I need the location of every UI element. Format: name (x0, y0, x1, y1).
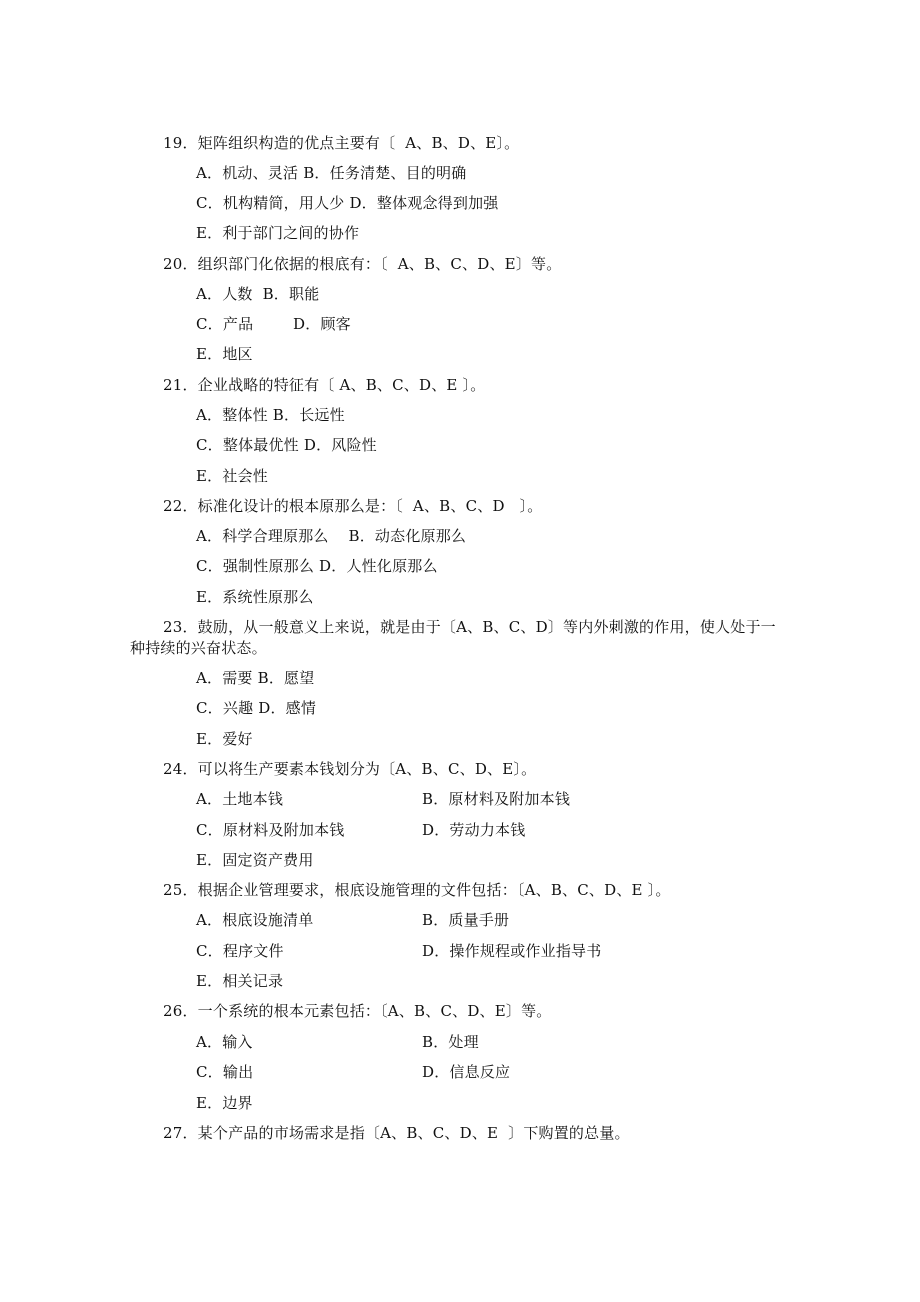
question-24-option-b: B．原材料及附加本钱 (422, 790, 571, 808)
question-25-option-e: E．相关记录 (196, 972, 284, 990)
question-22-option-ab: A．科学合理原那么 B．动态化原那么 (196, 527, 467, 545)
question-23-option-cd: C．兴趣 D．感情 (196, 699, 317, 717)
question-20-option-e: E．地区 (196, 345, 253, 363)
question-23-option-e: E．爱好 (196, 730, 253, 748)
question-26-option-e: E．边界 (196, 1094, 253, 1112)
question-23-option-ab: A．需要 B．愿望 (196, 669, 315, 687)
question-21-option-cd: C．整体最优性 D．风险性 (196, 436, 377, 454)
question-22: 22．标准化设计的根本原那么是：〔 A、B、C、D 〕。 (163, 497, 543, 515)
question-26: 26．一个系统的根本元素包括：〔A、B、C、D、E〕等。 (163, 1002, 552, 1020)
question-27: 27．某个产品的市场需求是指〔A、B、C、D、E 〕下购置的总量。 (163, 1124, 630, 1142)
question-19-option-e: E．利于部门之间的协作 (196, 224, 360, 242)
question-25: 25．根据企业管理要求，根底设施管理的文件包括：〔A、B、C、D、E 〕。 (163, 881, 671, 899)
question-20: 20．组织部门化依据的根底有：〔 A、B、C、D、E〕等。 (163, 255, 562, 273)
question-23-continued: 种持续的兴奋状态。 (130, 639, 267, 657)
question-20-option-ab: A．人数 B．职能 (196, 285, 320, 303)
question-25-option-a: A．根底设施清单 (196, 911, 314, 929)
question-22-option-cd: C．强制性原那么 D．人性化原那么 (196, 557, 438, 575)
question-19-option-cd: C．机构精简，用人少 D．整体观念得到加强 (196, 194, 499, 212)
question-25-option-d: D．操作规程或作业指导书 (422, 942, 602, 960)
question-24-option-d: D．劳动力本钱 (422, 821, 526, 839)
question-24-option-c: C．原材料及附加本钱 (196, 821, 345, 839)
question-26-option-d: D．信息反应 (422, 1063, 511, 1081)
question-24-option-a: A．土地本钱 (196, 790, 284, 808)
question-24: 24．可以将生产要素本钱划分为〔A、B、C、D、E〕。 (163, 760, 537, 778)
question-26-option-a: A．输入 (196, 1033, 253, 1051)
question-21-option-ab: A．整体性 B．长远性 (196, 406, 345, 424)
question-25-option-c: C．程序文件 (196, 942, 284, 960)
question-19-option-ab: A．机动、灵活 B．任务清楚、目的明确 (196, 164, 467, 182)
question-23: 23．鼓励，从一般意义上来说，就是由于〔A、B、C、D〕等内外刺激的作用，使人处于一 (163, 618, 776, 636)
question-26-option-b: B．处理 (422, 1033, 479, 1051)
question-21: 21．企业战略的特征有〔 A、B、C、D、E 〕。 (163, 376, 486, 394)
question-22-option-e: E．系统性原那么 (196, 588, 314, 606)
question-20-option-cd: C．产品 D．顾客 (196, 315, 351, 333)
question-21-option-e: E．社会性 (196, 467, 268, 485)
question-19: 19．矩阵组织构造的优点主要有〔 A、B、D、E〕。 (163, 134, 520, 152)
question-25-option-b: B．质量手册 (422, 911, 510, 929)
question-26-option-c: C．输出 (196, 1063, 254, 1081)
question-24-option-e: E．固定资产费用 (196, 851, 314, 869)
